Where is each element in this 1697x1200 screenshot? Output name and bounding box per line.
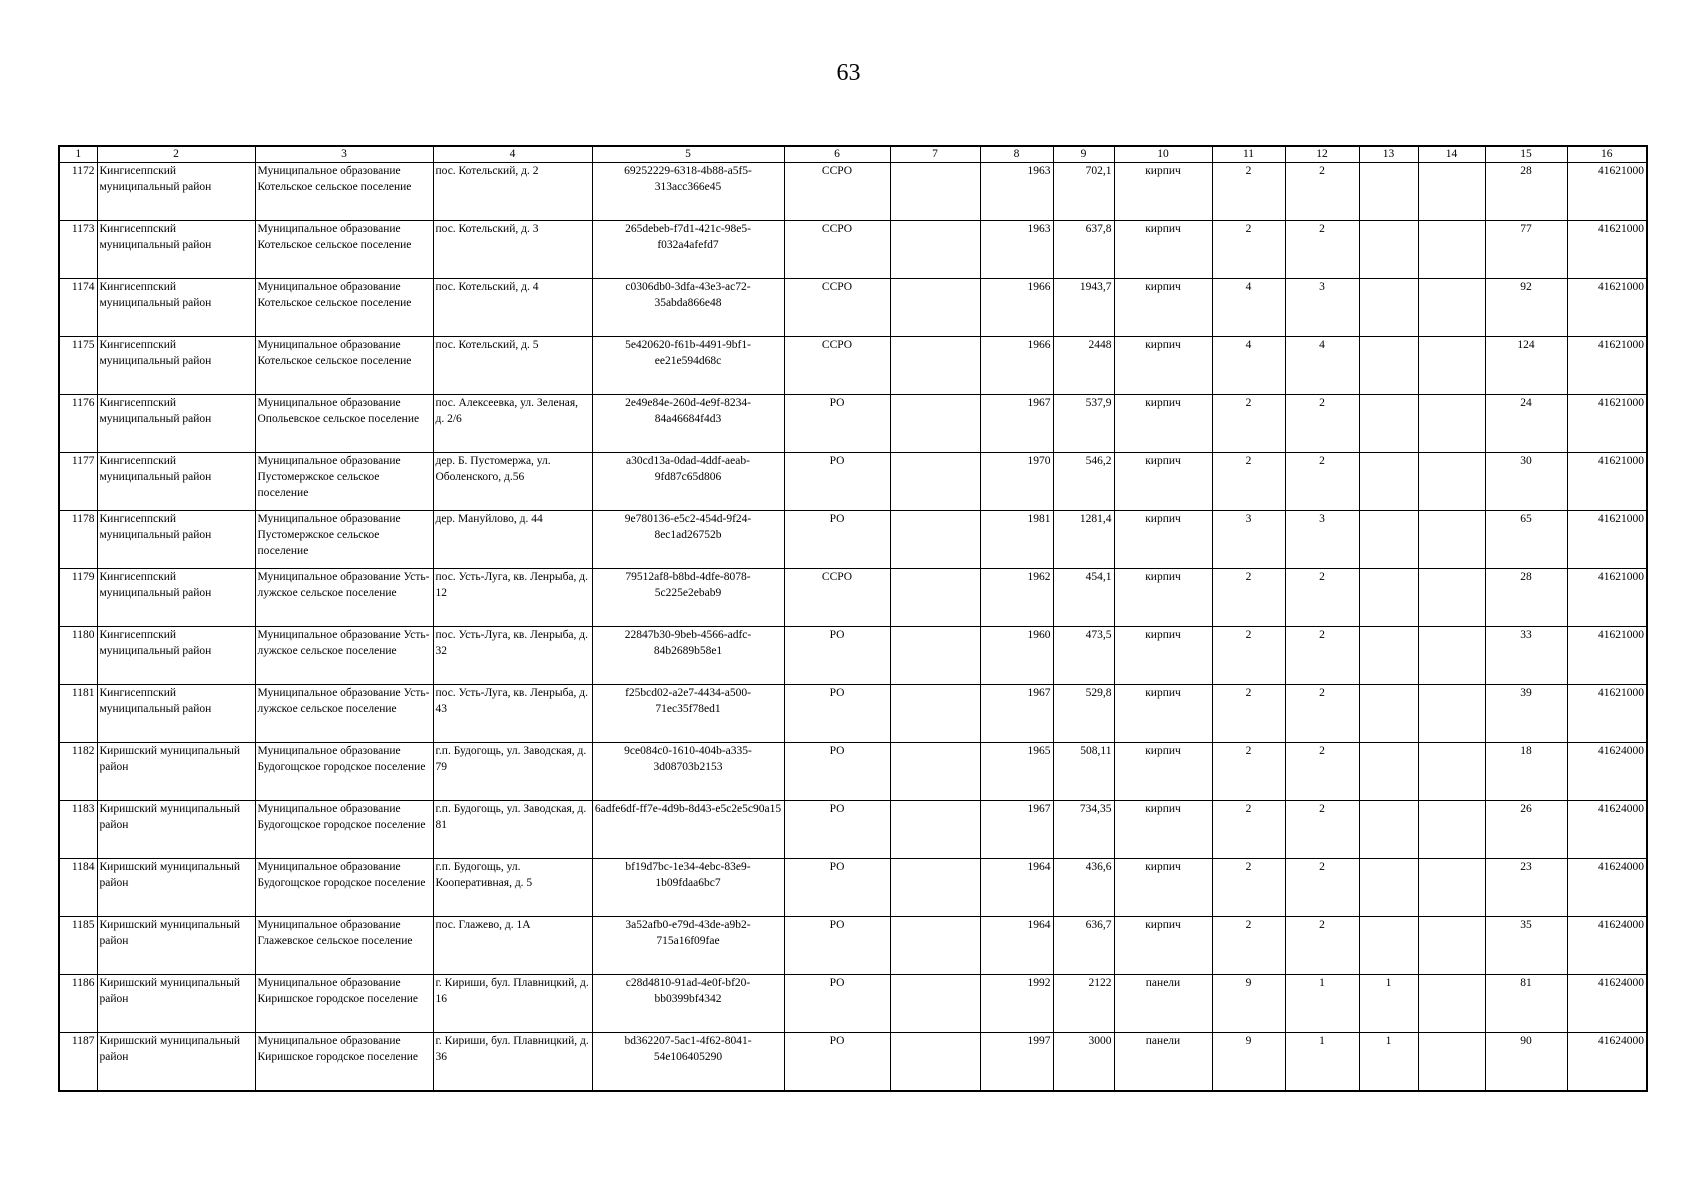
cell-municipality: Муниципальное образование Будогощское городское поселение [255, 859, 433, 917]
cell-col-14 [1418, 975, 1485, 1033]
cell-address: пос. Усть-Луга, кв. Ленрыба, д. 12 [433, 569, 592, 627]
column-header-12: 12 [1285, 146, 1359, 163]
cell-oktmo: 41624000 [1567, 859, 1647, 917]
column-header-8: 8 [980, 146, 1053, 163]
cell-col-7 [890, 975, 980, 1033]
cell-program: ССРО [784, 221, 890, 279]
cell-municipality: Муниципальное образование Котельское сельское поселение [255, 279, 433, 337]
cell-municipality: Муниципальное образование Котельское сельское поселение [255, 221, 433, 279]
cell-col-7 [890, 221, 980, 279]
cell-row-number: 1173 [59, 221, 97, 279]
cell-area: 508,11 [1053, 743, 1114, 801]
cell-area: 734,35 [1053, 801, 1114, 859]
cell-wall-material: панели [1114, 1033, 1212, 1091]
cell-col-7 [890, 453, 980, 511]
cell-year: 1967 [980, 801, 1053, 859]
cell-district: Киришский муниципальный район [97, 917, 255, 975]
cell-wall-material: кирпич [1114, 453, 1212, 511]
cell-year: 1966 [980, 279, 1053, 337]
column-header-10: 10 [1114, 146, 1212, 163]
cell-program: РО [784, 395, 890, 453]
cell-municipality: Муниципальное образование Пустомержское сельское поселение [255, 453, 433, 511]
cell-residents: 23 [1485, 859, 1567, 917]
cell-district: Кингисеппский муниципальный район [97, 569, 255, 627]
cell-wall-material: кирпич [1114, 743, 1212, 801]
cell-residents: 65 [1485, 511, 1567, 569]
cell-district: Кингисеппский муниципальный район [97, 279, 255, 337]
table-row [59, 221, 1647, 279]
cell-area: 2122 [1053, 975, 1114, 1033]
cell-object-id: 3a52afb0-e79d-43de-a9b2-715a16f09fae [592, 917, 784, 975]
cell-row-number: 1186 [59, 975, 97, 1033]
cell-row-number: 1182 [59, 743, 97, 801]
cell-residents: 81 [1485, 975, 1567, 1033]
cell-wall-material: кирпич [1114, 569, 1212, 627]
cell-wall-material: кирпич [1114, 395, 1212, 453]
cell-district: Кингисеппский муниципальный район [97, 685, 255, 743]
cell-row-number: 1179 [59, 569, 97, 627]
cell-year: 1963 [980, 163, 1053, 221]
cell-col-14 [1418, 337, 1485, 395]
cell-entrances: 2 [1285, 685, 1359, 743]
cell-residents: 28 [1485, 569, 1567, 627]
cell-object-id: 6adfe6df-ff7e-4d9b-8d43-e5c2e5c90a15 [592, 801, 784, 859]
cell-col-14 [1418, 743, 1485, 801]
cell-entrances: 3 [1285, 279, 1359, 337]
cell-municipality: Муниципальное образование Котельское сельское поселение [255, 163, 433, 221]
cell-floors: 2 [1212, 801, 1285, 859]
cell-wall-material: кирпич [1114, 221, 1212, 279]
cell-oktmo: 41624000 [1567, 917, 1647, 975]
cell-residents: 77 [1485, 221, 1567, 279]
cell-floors: 2 [1212, 685, 1285, 743]
cell-col-7 [890, 395, 980, 453]
cell-wall-material: кирпич [1114, 685, 1212, 743]
cell-area: 1281,4 [1053, 511, 1114, 569]
cell-area: 537,9 [1053, 395, 1114, 453]
cell-residents: 124 [1485, 337, 1567, 395]
table-row [59, 685, 1647, 743]
cell-area: 637,8 [1053, 221, 1114, 279]
column-header-11: 11 [1212, 146, 1285, 163]
cell-program: РО [784, 685, 890, 743]
cell-row-number: 1180 [59, 627, 97, 685]
column-header-14: 14 [1418, 146, 1485, 163]
cell-object-id: a30cd13a-0dad-4ddf-aeab-9fd87c65d806 [592, 453, 784, 511]
cell-program: РО [784, 511, 890, 569]
cell-floors: 2 [1212, 627, 1285, 685]
cell-row-number: 1177 [59, 453, 97, 511]
cell-col-7 [890, 1033, 980, 1091]
cell-program: РО [784, 453, 890, 511]
cell-floors: 2 [1212, 453, 1285, 511]
cell-municipality: Муниципальное образование Усть-лужское сельское поселение [255, 685, 433, 743]
cell-district: Киришский муниципальный район [97, 1033, 255, 1091]
cell-district: Кингисеппский муниципальный район [97, 627, 255, 685]
cell-object-id: 9ce084c0-1610-404b-a335-3d08703b2153 [592, 743, 784, 801]
cell-elevators [1359, 337, 1418, 395]
cell-object-id: f25bcd02-a2e7-4434-a500-71ec35f78ed1 [592, 685, 784, 743]
table-row [59, 337, 1647, 395]
cell-floors: 2 [1212, 395, 1285, 453]
cell-object-id: 265debeb-f7d1-421c-98e5-f032a4afefd7 [592, 221, 784, 279]
cell-address: г. Кириши, бул. Плавницкий, д. 36 [433, 1033, 592, 1091]
table-row [59, 859, 1647, 917]
cell-municipality: Муниципальное образование Глажевское сельское поселение [255, 917, 433, 975]
cell-district: Кингисеппский муниципальный район [97, 511, 255, 569]
cell-oktmo: 41624000 [1567, 1033, 1647, 1091]
cell-oktmo: 41621000 [1567, 279, 1647, 337]
header-row [59, 146, 1647, 163]
cell-entrances: 2 [1285, 221, 1359, 279]
cell-program: РО [784, 627, 890, 685]
cell-area: 529,8 [1053, 685, 1114, 743]
cell-object-id: c28d4810-91ad-4e0f-bf20-bb0399bf4342 [592, 975, 784, 1033]
cell-object-id: 5e420620-f61b-4491-9bf1-ee21e594d68c [592, 337, 784, 395]
cell-address: г.п. Будогощь, ул. Заводская, д. 79 [433, 743, 592, 801]
cell-area: 436,6 [1053, 859, 1114, 917]
cell-residents: 39 [1485, 685, 1567, 743]
cell-row-number: 1174 [59, 279, 97, 337]
table-row [59, 1033, 1647, 1091]
cell-wall-material: кирпич [1114, 511, 1212, 569]
cell-floors: 2 [1212, 569, 1285, 627]
cell-residents: 26 [1485, 801, 1567, 859]
table-row [59, 743, 1647, 801]
cell-row-number: 1181 [59, 685, 97, 743]
cell-object-id: c0306db0-3dfa-43e3-ac72-35abda866e48 [592, 279, 784, 337]
cell-floors: 2 [1212, 221, 1285, 279]
cell-address: пос. Котельский, д. 3 [433, 221, 592, 279]
cell-address: пос. Котельский, д. 4 [433, 279, 592, 337]
cell-object-id: 69252229-6318-4b88-a5f5-313acc366e45 [592, 163, 784, 221]
table-body [59, 163, 1647, 1091]
cell-district: Киришский муниципальный район [97, 801, 255, 859]
cell-wall-material: кирпич [1114, 337, 1212, 395]
cell-row-number: 1185 [59, 917, 97, 975]
cell-district: Киришский муниципальный район [97, 859, 255, 917]
cell-year: 1963 [980, 221, 1053, 279]
cell-entrances: 2 [1285, 859, 1359, 917]
column-header-9: 9 [1053, 146, 1114, 163]
table-row [59, 627, 1647, 685]
cell-address: пос. Котельский, д. 5 [433, 337, 592, 395]
cell-elevators [1359, 627, 1418, 685]
cell-elevators [1359, 453, 1418, 511]
cell-col-7 [890, 511, 980, 569]
column-header-7: 7 [890, 146, 980, 163]
cell-oktmo: 41624000 [1567, 975, 1647, 1033]
cell-row-number: 1172 [59, 163, 97, 221]
cell-residents: 90 [1485, 1033, 1567, 1091]
cell-year: 1964 [980, 917, 1053, 975]
cell-elevators [1359, 163, 1418, 221]
cell-oktmo: 41621000 [1567, 511, 1647, 569]
cell-entrances: 2 [1285, 163, 1359, 221]
cell-entrances: 2 [1285, 743, 1359, 801]
column-header-6: 6 [784, 146, 890, 163]
cell-col-14 [1418, 453, 1485, 511]
cell-floors: 2 [1212, 917, 1285, 975]
cell-address: дер. Мануйлово, д. 44 [433, 511, 592, 569]
cell-col-14 [1418, 221, 1485, 279]
cell-address: пос. Алексеевка, ул. Зеленая, д. 2/6 [433, 395, 592, 453]
cell-year: 1967 [980, 395, 1053, 453]
cell-entrances: 4 [1285, 337, 1359, 395]
cell-area: 3000 [1053, 1033, 1114, 1091]
cell-entrances: 1 [1285, 975, 1359, 1033]
cell-district: Кингисеппский муниципальный район [97, 453, 255, 511]
cell-oktmo: 41621000 [1567, 337, 1647, 395]
cell-row-number: 1176 [59, 395, 97, 453]
cell-elevators [1359, 685, 1418, 743]
cell-col-14 [1418, 569, 1485, 627]
cell-address: г. Кириши, бул. Плавницкий, д. 16 [433, 975, 592, 1033]
cell-residents: 18 [1485, 743, 1567, 801]
table-row [59, 163, 1647, 221]
cell-elevators: 1 [1359, 975, 1418, 1033]
cell-year: 1964 [980, 859, 1053, 917]
table-row [59, 569, 1647, 627]
cell-address: пос. Усть-Луга, кв. Ленрыба, д. 32 [433, 627, 592, 685]
column-header-5: 5 [592, 146, 784, 163]
cell-col-14 [1418, 801, 1485, 859]
cell-wall-material: панели [1114, 975, 1212, 1033]
cell-object-id: 9e780136-e5c2-454d-9f24-8ec1ad26752b [592, 511, 784, 569]
cell-address: пос. Глажево, д. 1А [433, 917, 592, 975]
column-header-2: 2 [97, 146, 255, 163]
cell-floors: 9 [1212, 975, 1285, 1033]
cell-elevators [1359, 221, 1418, 279]
cell-area: 546,2 [1053, 453, 1114, 511]
cell-wall-material: кирпич [1114, 917, 1212, 975]
table-row [59, 801, 1647, 859]
cell-year: 1960 [980, 627, 1053, 685]
cell-wall-material: кирпич [1114, 801, 1212, 859]
cell-year: 1965 [980, 743, 1053, 801]
cell-col-7 [890, 859, 980, 917]
cell-program: РО [784, 859, 890, 917]
cell-district: Кингисеппский муниципальный район [97, 221, 255, 279]
cell-municipality: Муниципальное образование Усть-лужское сельское поселение [255, 569, 433, 627]
cell-floors: 2 [1212, 163, 1285, 221]
cell-year: 1962 [980, 569, 1053, 627]
cell-col-7 [890, 279, 980, 337]
cell-object-id: 79512af8-b8bd-4dfe-8078-5c225e2ebab9 [592, 569, 784, 627]
cell-program: ССРО [784, 337, 890, 395]
cell-residents: 30 [1485, 453, 1567, 511]
cell-oktmo: 41621000 [1567, 627, 1647, 685]
cell-col-14 [1418, 917, 1485, 975]
cell-col-7 [890, 569, 980, 627]
cell-municipality: Муниципальное образование Будогощское городское поселение [255, 743, 433, 801]
cell-elevators [1359, 743, 1418, 801]
cell-address: пос. Усть-Луга, кв. Ленрыба, д. 43 [433, 685, 592, 743]
cell-col-14 [1418, 279, 1485, 337]
cell-oktmo: 41621000 [1567, 569, 1647, 627]
cell-col-14 [1418, 1033, 1485, 1091]
cell-municipality: Муниципальное образование Пустомержское сельское поселение [255, 511, 433, 569]
table-row [59, 511, 1647, 569]
column-header-3: 3 [255, 146, 433, 163]
cell-entrances: 2 [1285, 569, 1359, 627]
cell-object-id: bf19d7bc-1e34-4ebc-83e9-1b09fdaa6bc7 [592, 859, 784, 917]
cell-residents: 24 [1485, 395, 1567, 453]
cell-municipality: Муниципальное образование Киришское городское поселение [255, 975, 433, 1033]
table-row [59, 975, 1647, 1033]
register-table [58, 145, 1648, 1092]
cell-elevators [1359, 917, 1418, 975]
page-number: 63 [836, 60, 861, 86]
cell-col-7 [890, 685, 980, 743]
cell-oktmo: 41621000 [1567, 221, 1647, 279]
cell-municipality: Муниципальное образование Киришское городское поселение [255, 1033, 433, 1091]
cell-program: ССРО [784, 279, 890, 337]
cell-area: 702,1 [1053, 163, 1114, 221]
cell-col-14 [1418, 395, 1485, 453]
cell-district: Кингисеппский муниципальный район [97, 395, 255, 453]
cell-object-id: 2e49e84e-260d-4e9f-8234-84a46684f4d3 [592, 395, 784, 453]
cell-residents: 92 [1485, 279, 1567, 337]
cell-municipality: Муниципальное образование Будогощское городское поселение [255, 801, 433, 859]
cell-row-number: 1184 [59, 859, 97, 917]
cell-program: ССРО [784, 569, 890, 627]
cell-col-14 [1418, 511, 1485, 569]
cell-col-14 [1418, 859, 1485, 917]
cell-elevators [1359, 801, 1418, 859]
cell-oktmo: 41621000 [1567, 163, 1647, 221]
cell-wall-material: кирпич [1114, 859, 1212, 917]
table-row [59, 917, 1647, 975]
cell-entrances: 2 [1285, 801, 1359, 859]
cell-floors: 3 [1212, 511, 1285, 569]
column-header-16: 16 [1567, 146, 1647, 163]
cell-elevators: 1 [1359, 1033, 1418, 1091]
cell-floors: 2 [1212, 743, 1285, 801]
cell-address: дер. Б. Пустомержа, ул. Оболенского, д.56 [433, 453, 592, 511]
cell-col-14 [1418, 163, 1485, 221]
cell-entrances: 2 [1285, 627, 1359, 685]
cell-entrances: 3 [1285, 511, 1359, 569]
cell-col-14 [1418, 685, 1485, 743]
cell-residents: 33 [1485, 627, 1567, 685]
cell-wall-material: кирпич [1114, 279, 1212, 337]
cell-elevators [1359, 279, 1418, 337]
cell-object-id: bd362207-5ac1-4f62-8041-54e106405290 [592, 1033, 784, 1091]
cell-year: 1992 [980, 975, 1053, 1033]
cell-year: 1997 [980, 1033, 1053, 1091]
cell-area: 1943,7 [1053, 279, 1114, 337]
cell-program: РО [784, 1033, 890, 1091]
cell-oktmo: 41621000 [1567, 453, 1647, 511]
cell-area: 454,1 [1053, 569, 1114, 627]
cell-year: 1981 [980, 511, 1053, 569]
cell-row-number: 1187 [59, 1033, 97, 1091]
cell-col-7 [890, 337, 980, 395]
cell-floors: 4 [1212, 279, 1285, 337]
cell-program: ССРО [784, 163, 890, 221]
cell-col-7 [890, 627, 980, 685]
cell-address: г.п. Будогощь, ул. Кооперативная, д. 5 [433, 859, 592, 917]
cell-district: Киришский муниципальный район [97, 743, 255, 801]
cell-entrances: 2 [1285, 453, 1359, 511]
cell-oktmo: 41621000 [1567, 685, 1647, 743]
cell-area: 2448 [1053, 337, 1114, 395]
cell-entrances: 1 [1285, 1033, 1359, 1091]
cell-wall-material: кирпич [1114, 627, 1212, 685]
cell-year: 1966 [980, 337, 1053, 395]
cell-program: РО [784, 743, 890, 801]
cell-floors: 4 [1212, 337, 1285, 395]
column-header-15: 15 [1485, 146, 1567, 163]
cell-col-7 [890, 917, 980, 975]
cell-col-7 [890, 743, 980, 801]
cell-elevators [1359, 569, 1418, 627]
cell-oktmo: 41624000 [1567, 801, 1647, 859]
column-header-1: 1 [59, 146, 97, 163]
cell-object-id: 22847b30-9beb-4566-adfc-84b2689b58e1 [592, 627, 784, 685]
cell-row-number: 1183 [59, 801, 97, 859]
cell-row-number: 1178 [59, 511, 97, 569]
cell-municipality: Муниципальное образование Усть-лужское сельское поселение [255, 627, 433, 685]
cell-program: РО [784, 975, 890, 1033]
column-header-4: 4 [433, 146, 592, 163]
cell-district: Кингисеппский муниципальный район [97, 163, 255, 221]
cell-oktmo: 41624000 [1567, 743, 1647, 801]
cell-residents: 28 [1485, 163, 1567, 221]
table-row [59, 395, 1647, 453]
cell-residents: 35 [1485, 917, 1567, 975]
cell-address: г.п. Будогощь, ул. Заводская, д. 81 [433, 801, 592, 859]
cell-elevators [1359, 395, 1418, 453]
cell-row-number: 1175 [59, 337, 97, 395]
cell-municipality: Муниципальное образование Опольевское сельское поселение [255, 395, 433, 453]
cell-district: Кингисеппский муниципальный район [97, 337, 255, 395]
cell-year: 1970 [980, 453, 1053, 511]
cell-program: РО [784, 917, 890, 975]
cell-district: Киришский муниципальный район [97, 975, 255, 1033]
column-header-13: 13 [1359, 146, 1418, 163]
cell-entrances: 2 [1285, 917, 1359, 975]
cell-floors: 9 [1212, 1033, 1285, 1091]
table-row [59, 279, 1647, 337]
cell-elevators [1359, 859, 1418, 917]
table-row [59, 453, 1647, 511]
cell-col-7 [890, 163, 980, 221]
cell-municipality: Муниципальное образование Котельское сельское поселение [255, 337, 433, 395]
cell-program: РО [784, 801, 890, 859]
cell-oktmo: 41621000 [1567, 395, 1647, 453]
cell-col-7 [890, 801, 980, 859]
cell-entrances: 2 [1285, 395, 1359, 453]
cell-col-14 [1418, 627, 1485, 685]
cell-wall-material: кирпич [1114, 163, 1212, 221]
cell-floors: 2 [1212, 859, 1285, 917]
cell-year: 1967 [980, 685, 1053, 743]
cell-area: 473,5 [1053, 627, 1114, 685]
cell-area: 636,7 [1053, 917, 1114, 975]
cell-address: пос. Котельский, д. 2 [433, 163, 592, 221]
cell-elevators [1359, 511, 1418, 569]
